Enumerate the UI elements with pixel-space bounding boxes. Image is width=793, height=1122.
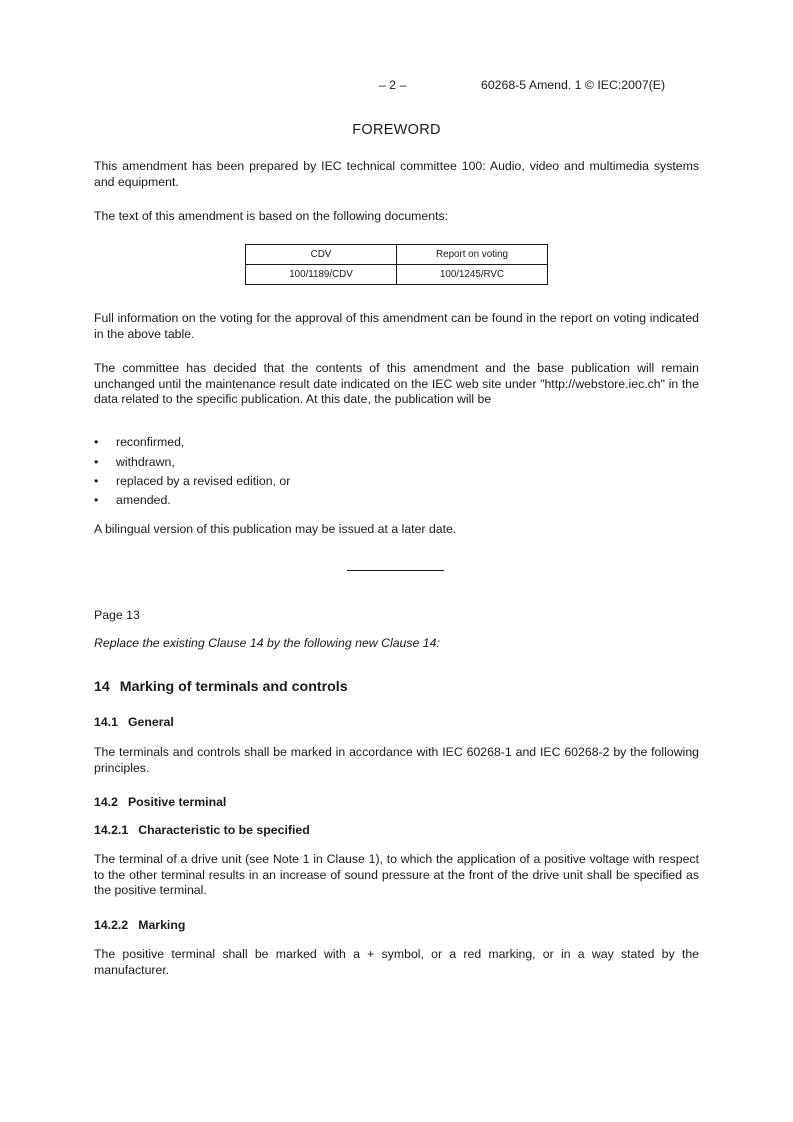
- page-number: – 2 –: [379, 78, 407, 92]
- subclause-title: Marking: [138, 918, 186, 932]
- list-item: withdrawn,: [116, 455, 175, 469]
- foreword-paragraph-bilingual: A bilingual version of this publication may be issued at a later date.: [94, 522, 457, 536]
- subclause-number: 14.2.1: [94, 823, 129, 837]
- bullet-marker: •: [94, 493, 99, 507]
- subclause-14-2-1-heading: [94, 823, 310, 837]
- table-header-cdv: CDV: [246, 245, 397, 265]
- bullet-marker: •: [94, 455, 99, 469]
- table-row: [246, 265, 548, 285]
- list-item: reconfirmed,: [116, 435, 185, 449]
- foreword-title: FOREWORD: [352, 122, 441, 138]
- bullet-marker: •: [94, 435, 99, 449]
- subclause-14-2-heading: [94, 795, 226, 809]
- table-header-report: Report on voting: [397, 245, 548, 265]
- foreword-paragraph-documents: The text of this amendment is based on the following documents:: [94, 209, 449, 223]
- clause-number: 14: [94, 679, 110, 695]
- foreword-paragraph-maintenance: The committee has decided that the contents of this amendment and the base publication will remain unchanged until the maintenance result date indicated on the IEC web site under "http://webstore.iec.ch" in the data related to the specific publication. At this date, the publication will be: [94, 361, 699, 406]
- amendment-page-ref: Page 13: [94, 608, 140, 622]
- subclause-14-2-2-heading: [94, 918, 185, 932]
- subclause-title: General: [127, 715, 174, 729]
- table-cell-cdv: 100/1189/CDV: [246, 265, 397, 285]
- foreword-paragraph-voting-info: Full information on the voting for the approval of this amendment can be found in the report on voting indicated in the above table.: [94, 311, 699, 341]
- table-cell-rvc: 100/1245/RVC: [397, 265, 548, 285]
- bullet-marker: •: [94, 474, 99, 488]
- clause-title: Marking of terminals and controls: [119, 679, 348, 695]
- voting-documents-table: [245, 244, 548, 285]
- foreword-paragraph-committee: This amendment has been prepared by IEC technical committee 100: Audio, video and multimedia systems and equipment.: [94, 159, 699, 189]
- table-header-row: [246, 245, 548, 265]
- subclause-14-1-text: The terminals and controls shall be marked in accordance with IEC 60268-1 and IEC 60268-2 by the following principles.: [94, 745, 699, 775]
- document-reference: 60268-5 Amend. 1 © IEC:2007(E): [481, 78, 666, 92]
- subclause-number: 14.1: [94, 715, 118, 729]
- section-divider: [347, 570, 444, 571]
- amendment-instruction: Replace the existing Clause 14 by the following new Clause 14:: [94, 636, 440, 650]
- clause-14-heading: [94, 679, 348, 695]
- subclause-14-2-1-text: The terminal of a drive unit (see Note 1 in Clause 1), to which the application of a positive voltage with respect to the other terminal results in an increase of sound pressure at the front of the drive unit shall be specified as the positive terminal.: [94, 852, 699, 897]
- subclause-14-1-heading: [94, 715, 174, 729]
- subclause-number: 14.2: [94, 795, 118, 809]
- subclause-14-2-2-text: The positive terminal shall be marked with a + symbol, or a red marking, or in a way stated by the manufacturer.: [94, 947, 699, 977]
- subclause-title: Positive terminal: [127, 795, 227, 809]
- list-item: amended.: [116, 493, 171, 507]
- list-item: replaced by a revised edition, or: [116, 474, 291, 488]
- subclause-title: Characteristic to be specified: [138, 823, 310, 837]
- subclause-number: 14.2.2: [94, 918, 129, 932]
